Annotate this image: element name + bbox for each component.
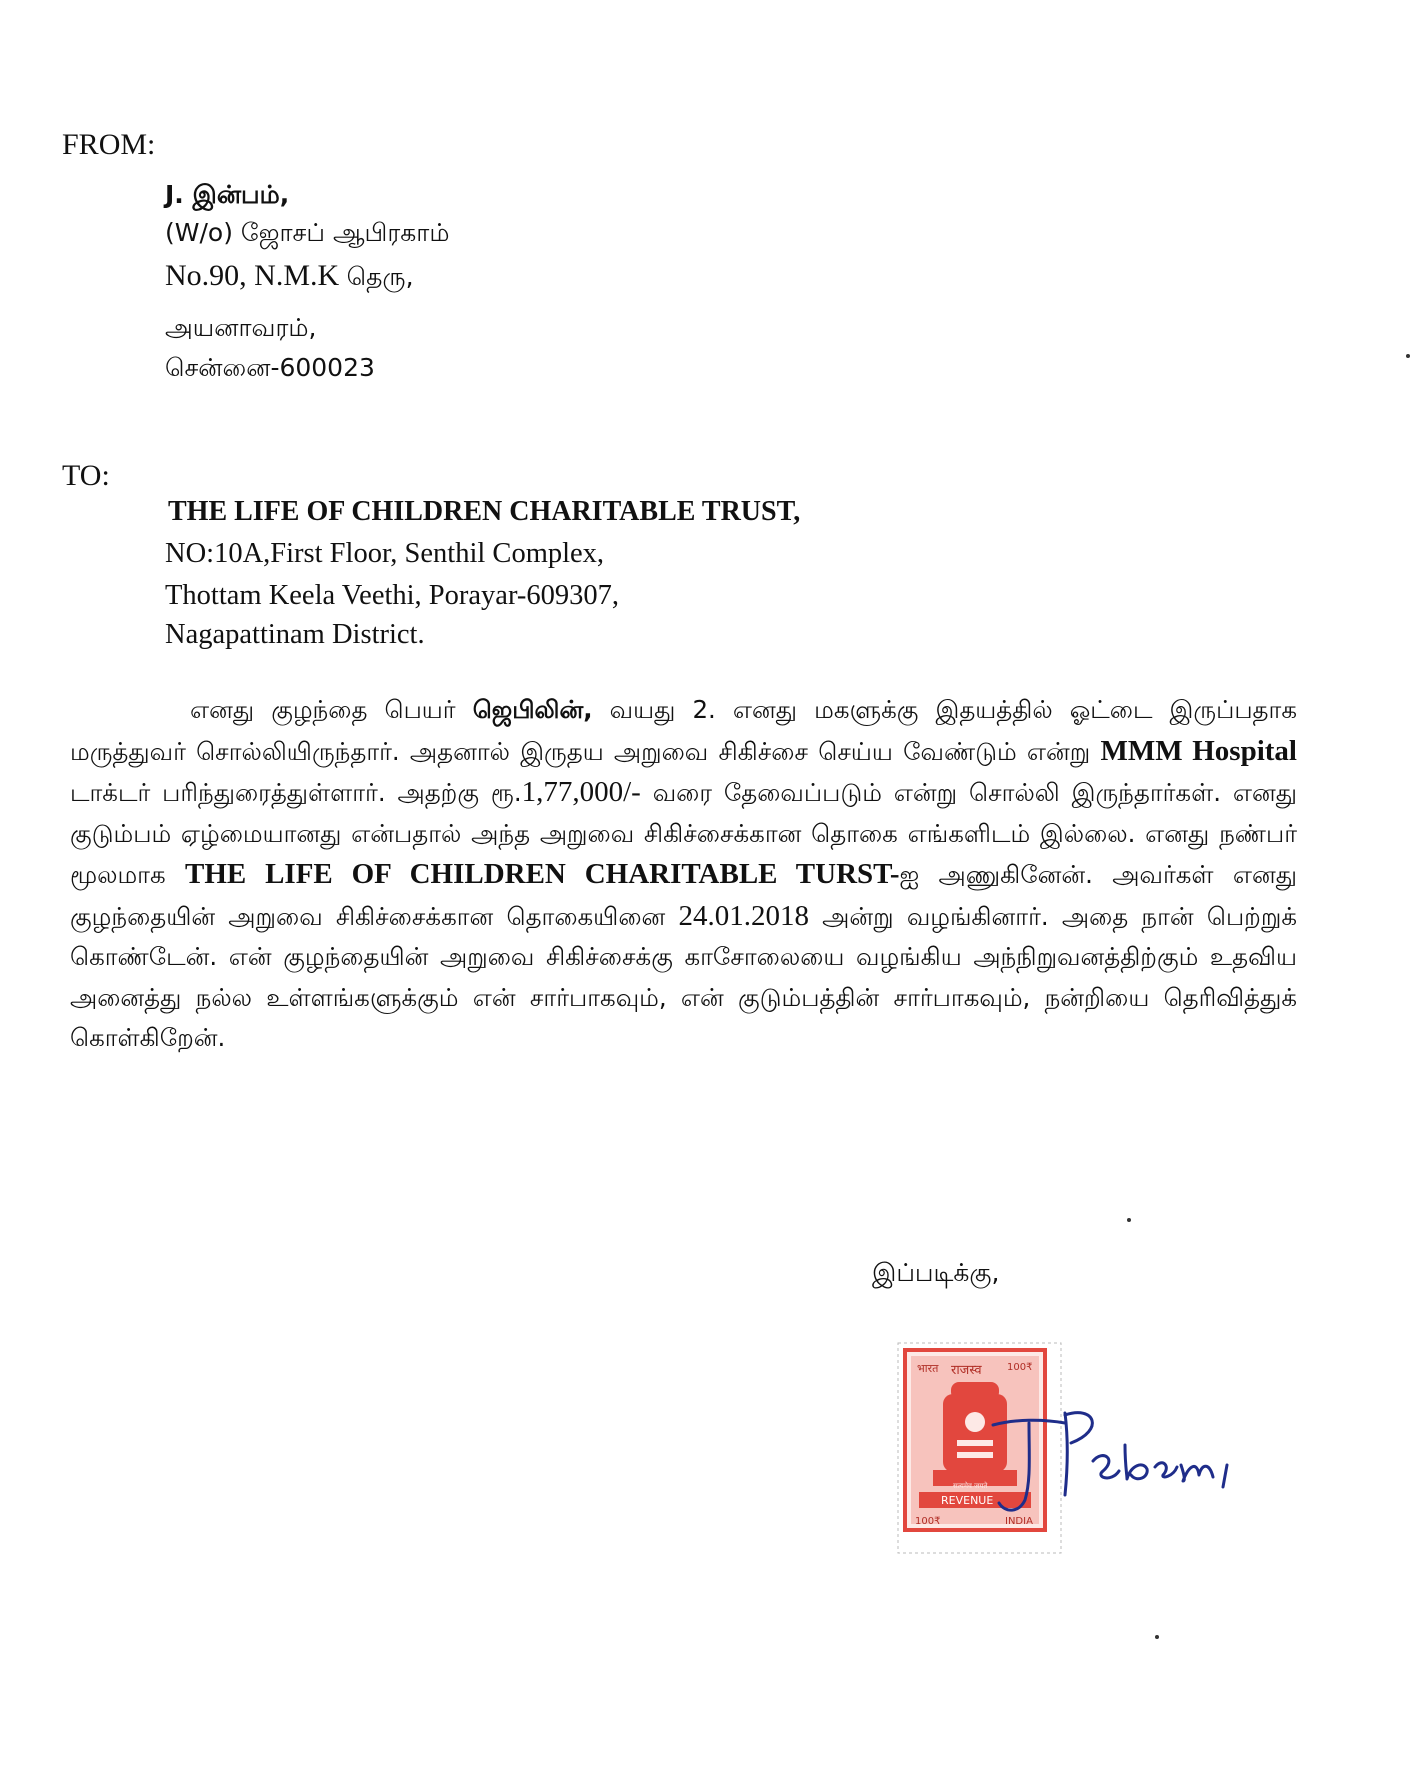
stamp-top-value: 100₹	[1007, 1362, 1033, 1373]
recipient-org: THE LIFE OF CHILDREN CHARITABLE TRUST,	[168, 496, 801, 527]
trust-name: THE LIFE OF CHILDREN CHARITABLE TURST-	[185, 858, 900, 890]
stamp-motto: सत्यमेव जयते	[953, 1482, 988, 1490]
stamp-bottom-right: INDIA	[1005, 1516, 1033, 1527]
to-label: TO:	[62, 459, 110, 492]
recipient-line-1: NO:10A,First Floor, Senthil Complex,	[165, 538, 605, 569]
sender-area: அயனாவரம்,	[165, 313, 317, 342]
sender-street-name: தெரு,	[346, 262, 414, 291]
sender-relation-text: (W/o) ஜோசப் ஆபிரகாம்	[165, 218, 450, 247]
sender-city: சென்னை-600023	[165, 353, 375, 382]
child-name: ஜெபிலின்,	[472, 695, 593, 724]
body-part-4: வரை தேவைப்படும் என்று சொல்லி இருந்தார்கள். எனது குடும்பம் ஏழ்மையானது என்பதால் அந்த அறுவை சிகிச்சைக்கான தொகை எங்களிடம் இல்லை. எனது நண்பர் மூலமாக	[70, 778, 1297, 889]
scan-speck	[1127, 1218, 1131, 1222]
stamp-revenue: REVENUE	[941, 1494, 994, 1507]
grant-date: 24.01.2018	[678, 899, 809, 932]
signature	[985, 1405, 1285, 1525]
body-part-1: எனது குழந்தை பெயர்	[190, 695, 473, 724]
from-label: FROM:	[62, 128, 156, 161]
body-part-5: ஐ அணுகினேன். அவர்கள் எனது குழந்தையின் அறுவை சிகிச்சைக்கான தொகையினை	[70, 860, 1297, 931]
signature-image	[985, 1405, 1285, 1525]
recipient-line-2: Thottam Keela Veethi, Porayar-609307,	[165, 580, 619, 611]
closing-salutation: இப்படிக்கு,	[872, 1258, 1000, 1287]
body-part-3: டாக்டர் பரிந்துரைத்துள்ளார். அதற்கு ரூ.	[70, 778, 522, 807]
signature-strokes	[993, 1413, 1227, 1510]
sender-name-text: J. இன்பம்,	[165, 180, 290, 209]
amount: 1,77,000/-	[521, 776, 641, 808]
sender-relation	[165, 214, 449, 251]
body-part-6: அன்று வழங்கினார். அதை நான் பெற்றுக் கொண்டேன். என் குழந்தையின் அறுவை சிகிச்சைக்கு காசோலையை வழங்கிய அந்நிறுவனத்திற்கும் உதவிய அனைத்து நல்ல உள்ளங்களுக்கும் என் சார்பாகவும், என் குடும்பத்தின் சார்பாகவும், நன்றியை தெரிவித்துக் கொள்கிறேன்.	[70, 901, 1297, 1052]
stamp-bottom-left: 100₹	[915, 1516, 941, 1527]
stamp-top-left: भारत	[917, 1362, 939, 1375]
sender-street-no: No.90, N.M.K	[165, 259, 340, 292]
sender-name	[165, 176, 289, 213]
sender-street	[165, 258, 414, 295]
scan-speck	[1155, 1635, 1159, 1639]
letter-body	[70, 690, 1297, 1059]
stamp-top-text: राजस्व	[951, 1363, 982, 1378]
scan-speck	[1406, 354, 1410, 358]
body-part-2: வயது 2. எனது மகளுக்கு இதயத்தில் ஓட்டை இருப்பதாக மருத்துவர் சொல்லியிருந்தார். அதனால் இருதய அறுவை சிகிச்சை செய்ய வேண்டும் என்று	[70, 695, 1297, 766]
recipient-line-3: Nagapattinam District.	[165, 619, 425, 650]
hospital-name: MMM Hospital	[1100, 734, 1297, 767]
